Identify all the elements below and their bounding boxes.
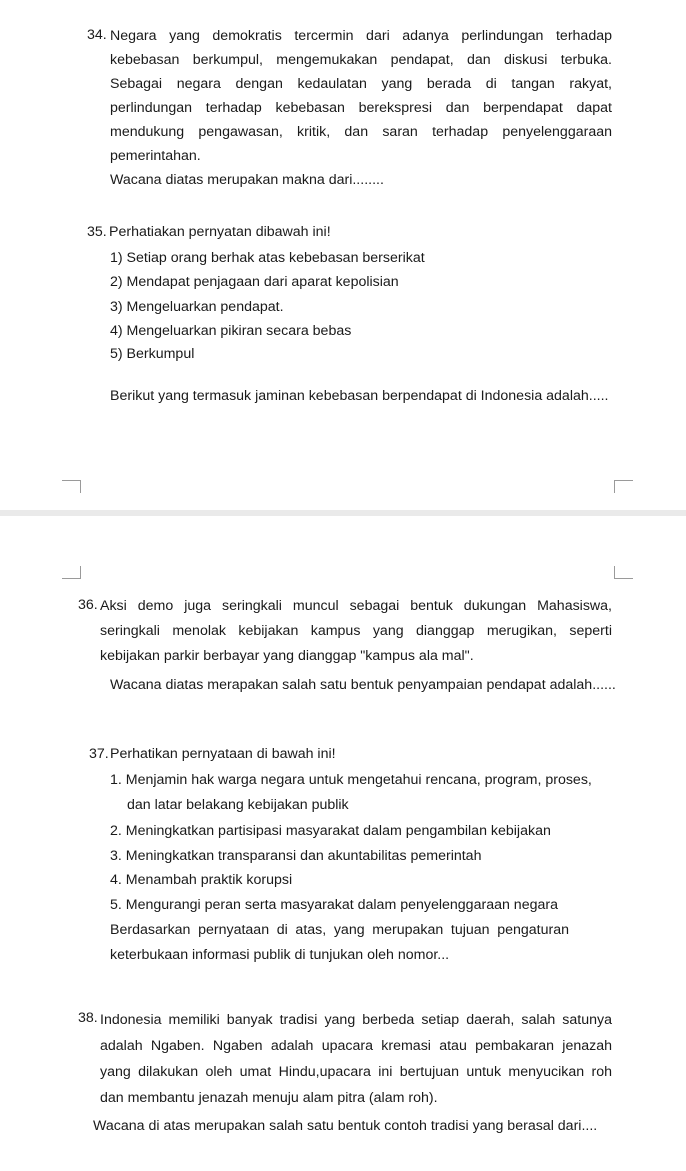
list-item: 5) Berkumpul	[110, 346, 195, 362]
list-item: 2. Meningkatkan partisipasi masyarakat dalam pengambilan kebijakan	[110, 823, 551, 839]
text-line: mendukung pengawasan, kritik, dan saran terhadap penyelenggaraan	[110, 124, 612, 140]
question-number: 34.	[87, 27, 107, 43]
text-line: seringkali menolak kebijakan kampus yang dianggap merugikan, seperti	[100, 623, 612, 639]
question-intro: Perhatiakan pernyatan dibawah ini!	[109, 224, 331, 240]
question-prompt: Berikut yang termasuk jaminan kebebasan berpendapat di Indonesia adalah.....	[110, 388, 609, 404]
crop-mark-top-left	[62, 480, 81, 493]
crop-mark-top-right	[614, 480, 633, 493]
text-line: yang dilakukan oleh umat Hindu,upacara ini bertujuan untuk menyucikan roh	[100, 1064, 612, 1080]
list-item: 2) Mendapat penjagaan dari aparat kepolisian	[110, 274, 399, 290]
text-line: pemerintahan.	[110, 148, 201, 164]
question-number: 36.	[78, 597, 98, 613]
list-item: 4. Menambah praktik korupsi	[110, 872, 293, 888]
text-line: adalah Ngaben. Ngaben adalah upacara kremasi atau pembakaran jenazah	[100, 1038, 612, 1054]
list-item: 5. Mengurangi peran serta masyarakat dalam penyelenggaraan negara	[110, 897, 558, 913]
question-text	[110, 24, 612, 168]
list-item: 3. Meningkatkan transparansi dan akuntabilitas pemerintah	[110, 848, 482, 864]
text-line: Sebagai negara dengan kedaulatan yang berada di tangan rakyat,	[110, 76, 612, 92]
list-item: 1) Setiap orang berhak atas kebebasan berserikat	[110, 250, 425, 266]
text-line: dan membantu jenazah menuju alam pitra (alam roh).	[100, 1090, 438, 1106]
question-text	[100, 1007, 612, 1111]
text-line: Indonesia memiliki banyak tradisi yang berbeda setiap daerah, salah satunya	[100, 1012, 612, 1028]
question-text	[100, 594, 612, 669]
question-prompt: Wacana diatas merupakan makna dari........	[110, 172, 384, 188]
question-number: 37.	[89, 746, 109, 762]
text-line: keterbukaan informasi publik di tunjukan oleh nomor...	[110, 947, 450, 963]
question-prompt	[110, 918, 569, 968]
text-line: Aksi demo juga seringkali muncul sebagai bentuk dukungan Mahasiswa,	[100, 598, 612, 614]
crop-mark-bottom-left	[62, 566, 81, 579]
crop-mark-bottom-right	[614, 566, 633, 579]
question-intro: Perhatikan pernyataan di bawah ini!	[110, 746, 336, 762]
text-line: Berdasarkan pernyataan di atas, yang merupakan tujuan pengaturan	[110, 922, 569, 938]
text-line: perlindungan terhadap kebebasan berekspresi dan berpendapat dapat	[110, 100, 612, 116]
text-line: kebebasan berkumpul, mengemukakan pendapat, dan diskusi terbuka.	[110, 52, 612, 68]
list-item: dan latar belakang kebijakan publik	[127, 797, 349, 813]
list-item: 1. Menjamin hak warga negara untuk mengetahui rencana, program, proses,	[110, 772, 592, 788]
list-item: 3) Mengeluarkan pendapat.	[110, 299, 284, 315]
question-number: 35.	[87, 224, 107, 240]
text-line: kebijakan parkir berbayar yang dianggap "kampus ala mal".	[100, 648, 474, 664]
question-prompt: Wacana diatas merapakan salah satu bentuk penyampaian pendapat adalah......	[110, 677, 616, 693]
list-item: 4) Mengeluarkan pikiran secara bebas	[110, 323, 352, 339]
question-number: 38.	[78, 1010, 98, 1026]
text-line: Negara yang demokratis tercermin dari adanya perlindungan terhadap	[110, 28, 612, 44]
question-prompt: Wacana di atas merupakan salah satu bentuk contoh tradisi yang berasal dari....	[93, 1118, 598, 1134]
